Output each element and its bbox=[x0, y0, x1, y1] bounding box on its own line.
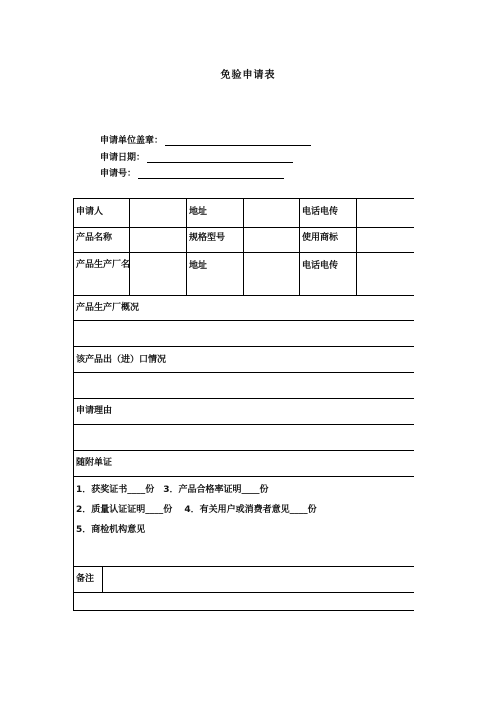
section-attachments: 随附单证 bbox=[76, 458, 113, 468]
apply-date-blank[interactable] bbox=[147, 152, 293, 163]
table-border-bottom bbox=[73, 610, 414, 611]
cell-address-label: 地址 bbox=[189, 261, 208, 271]
cell-applicant-label: 申请人 bbox=[76, 207, 104, 217]
apply-no-blank[interactable] bbox=[138, 168, 284, 179]
table-border-left bbox=[73, 198, 74, 611]
section-reason: 申请理由 bbox=[76, 406, 113, 416]
apply-no-field bbox=[100, 166, 284, 179]
row-divider bbox=[73, 424, 414, 425]
apply-date-field bbox=[100, 150, 293, 163]
attachment-line-3: 5．商检机构意见 bbox=[76, 525, 146, 535]
col-divider bbox=[243, 198, 244, 296]
remarks-label: 备注 bbox=[76, 574, 95, 584]
cell-spec-model-label: 规格型号 bbox=[189, 233, 226, 243]
col-divider bbox=[129, 198, 130, 296]
apply-no-label: 申请号： bbox=[100, 169, 137, 179]
row-divider bbox=[73, 450, 414, 451]
cell-phone-fax-label: 电话电传 bbox=[302, 207, 339, 217]
cell-trademark-label: 使用商标 bbox=[302, 233, 339, 243]
attachment-line-1: 1．获奖证书____份 3．产品合格率证明____份 bbox=[76, 485, 269, 495]
applicant-stamp-field bbox=[100, 133, 311, 146]
applicant-stamp-blank[interactable] bbox=[165, 135, 311, 146]
attachment-line-2: 2．质量认证证明____份 4．有关用户或消费者意见____份 bbox=[76, 505, 317, 515]
cell-phone-fax-label: 电话电传 bbox=[302, 261, 339, 271]
col-divider bbox=[299, 198, 300, 296]
cell-address-label: 地址 bbox=[189, 207, 208, 217]
row-divider bbox=[73, 566, 414, 567]
section-factory-overview: 产品生产厂概况 bbox=[76, 303, 140, 313]
row-divider bbox=[73, 592, 414, 593]
remarks-col-divider bbox=[102, 566, 103, 593]
cell-manufacturer-label: 产品生产厂名 bbox=[76, 260, 131, 270]
cell-product-name-label: 产品名称 bbox=[76, 233, 113, 243]
applicant-stamp-label: 申请单位盖章： bbox=[100, 136, 164, 146]
application-table bbox=[73, 198, 414, 611]
row-divider bbox=[73, 476, 414, 477]
row-divider bbox=[73, 372, 414, 373]
apply-date-label: 申请日期： bbox=[100, 153, 146, 163]
form-title: 免验申请表 bbox=[220, 70, 276, 81]
row-divider bbox=[73, 398, 414, 399]
section-import-export: 该产品出（进）口情况 bbox=[76, 355, 167, 365]
row-divider bbox=[73, 320, 414, 321]
col-divider bbox=[356, 198, 357, 296]
col-divider bbox=[186, 198, 187, 296]
row-divider bbox=[73, 346, 414, 347]
